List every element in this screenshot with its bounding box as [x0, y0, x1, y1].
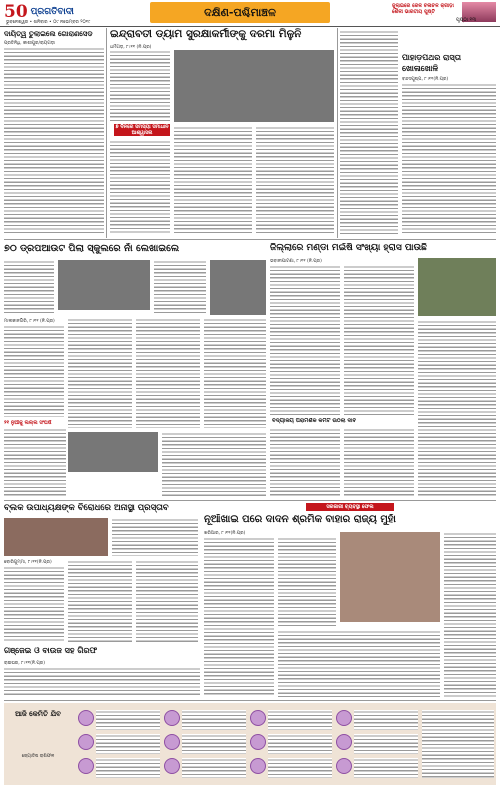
page-number: ପୃଷ୍ଠା ୧୩	[456, 17, 477, 23]
top-right-body	[402, 83, 496, 235]
lead-body-2	[110, 140, 170, 235]
mid-right-dateline: ଭବାନୀପାଟଣା, ୮।୧୧ (ନି.ପ୍ର)	[270, 259, 322, 264]
horoscope-subtitle: ଜ୍ୟୋତିଷ ରାଶିଫଳ	[21, 754, 55, 759]
zodiac-text-7	[268, 710, 332, 730]
section-divider	[4, 239, 496, 240]
zodiac-text-9	[268, 758, 332, 778]
flood-body-2	[344, 428, 414, 496]
flood-body-1	[270, 428, 340, 496]
zodiac-text-8	[268, 734, 332, 754]
small-box-body	[4, 428, 66, 496]
lead-body-1	[110, 50, 170, 122]
zodiac-text-10	[354, 710, 418, 730]
section-title: ଦକ୍ଷିଣ-ପଶ୍ଚିମାଞ୍ଚଳ	[150, 2, 330, 23]
zodiac-sign-7-icon	[250, 710, 266, 726]
top-left-body	[4, 47, 104, 235]
zodiac-text-11	[354, 734, 418, 754]
migrant-bus-photo	[340, 532, 440, 622]
wide-headline: ୭୦ ଡ୍ରପଆଉଟ ପିଲା ସ୍କୁଲରେ ନାଁ ଲେଖାଇଲେ	[4, 243, 180, 254]
zodiac-sign-2-icon	[78, 734, 94, 750]
bottom-left-body-3	[68, 560, 132, 642]
wide-body-6	[204, 318, 266, 428]
wide-photo-2	[210, 260, 266, 315]
column-divider	[106, 28, 107, 238]
migrant-strap: ସରକାରୀ ବ୍ୟବସ୍ଥା ଫେଲ	[306, 503, 394, 511]
zodiac-sign-10-icon	[336, 710, 352, 726]
wide-dateline: ମାଲକାନଗିରି, ୮।୧୧ (ନି.ପ୍ର)	[4, 319, 55, 324]
migrant-body-4	[278, 630, 440, 697]
lead-headline: ଇନ୍ଦ୍ରାବତୀ ଡ୍ୟାମ ସୁରକ୍ଷାକର୍ମୀଙ୍କୁ ଦରମା ମିଳୁନି	[110, 28, 302, 40]
mid-right-body-1	[270, 265, 340, 415]
column-divider	[337, 28, 338, 238]
header-dateline: ଭୁବନେଶ୍ୱର • ଶନିବାର • ୦୯ ନଭେମ୍ବର ୨୦୧୯	[6, 20, 91, 25]
zodiac-sign-9-icon	[250, 758, 266, 774]
wide-body-5	[136, 318, 200, 428]
top-right-headline: ପାହାଡ଼ପଥର ରାସ୍ତା ଖୋଳାଖୋଳି	[402, 53, 461, 73]
top-right-dateline: ବନ୍ଦସପୁଷ୍ପ, ୮।୧୧(ନି.ପ୍ର)	[402, 77, 449, 82]
migrant-body-1	[204, 537, 274, 697]
zodiac-text-3	[96, 758, 160, 778]
zodiac-sign-12-icon	[336, 758, 352, 774]
bottom-small-headline: ଗଞ୍ଜେଇ ଓ ବାଉଜ ସହ ଗିରଫ	[4, 646, 98, 655]
wide-body-2	[154, 260, 206, 315]
lead-body-3	[174, 126, 252, 235]
wide-body-1	[4, 260, 54, 315]
flood-box-headline: ବିଦ୍ୟାଳୟ ପରାମର୍ଶକ କମିଟି ଉଠିଲା ଦାବି	[272, 418, 357, 424]
section-divider	[4, 700, 496, 701]
lead-dateline: ଧର୍ମଗଡ଼, ୮।୧୧ (ନି.ପ୍ର)	[110, 45, 152, 50]
bottom-left-body-4	[136, 560, 198, 642]
mid-right-body-2	[344, 265, 414, 415]
bottom-small-body	[4, 667, 200, 697]
wide-body-7	[162, 432, 266, 496]
bottom-left-headline: ବ୍ଲକ ଉପାଧ୍ୟକ୍ଷଙ୍କ ବିରୋଧରେ ଅନାସ୍ଥା ପ୍ରସ୍ତାବ	[4, 503, 169, 513]
zodiac-sign-11-icon	[336, 734, 352, 750]
small-photo	[68, 432, 158, 472]
bottom-left-dateline: ବୋରିଗୁମ୍ମା, ୮।୧୧(ନି.ପ୍ର)	[4, 560, 52, 565]
zodiac-sign-6-icon	[164, 758, 180, 774]
migrant-dateline: ଖରିଆର, ୮।୧୧(ନି.ପ୍ର)	[204, 531, 246, 536]
lead-callout: ୭ ଦିନରେ ସମସ୍ୟା ସମାଧାନ ଆଶ୍ୱାସନା	[115, 124, 169, 136]
migrant-headline: ନୂଆଁଖାଇ ପରେ ଦାଦନ ଶ୍ରମିକ ବାହାର ରାଜ୍ୟ ମୁହାଁ	[204, 514, 396, 525]
wide-body-3	[4, 325, 64, 417]
lead-photo	[174, 50, 334, 122]
header-teaser: ଜୁଲାଇରେ ରେଳ ଚଳାଚଳ କ୍ରୀଡ଼ା ଶୈଳୀ ଭାରତୀୟ ପୁଷ୍ଟି	[392, 3, 454, 15]
migrant-body-2	[278, 537, 336, 627]
zodiac-sign-5-icon	[164, 734, 180, 750]
zodiac-sign-8-icon	[250, 734, 266, 750]
zodiac-text-2	[96, 734, 160, 754]
zodiac-text-12	[354, 758, 418, 778]
mid-right-body-3	[418, 320, 496, 496]
logo-number: 50	[4, 2, 28, 22]
section-divider	[4, 500, 496, 501]
bottom-left-body-1	[112, 518, 198, 556]
migrant-body-3	[444, 532, 496, 697]
zodiac-sign-1-icon	[78, 710, 94, 726]
lead-body-4	[256, 126, 334, 235]
zodiac-sign-3-icon	[78, 758, 94, 774]
top-left-headline: ଦାୟିତ୍ୱ ତୁଲାଇଲେ ଗୋରାଣସେଡ	[4, 30, 93, 38]
middle-column-body	[340, 30, 398, 235]
bottom-left-body-2	[4, 566, 64, 642]
buffalo-photo	[418, 258, 496, 316]
bottom-left-photo	[4, 518, 108, 556]
zodiac-text-6	[182, 758, 246, 778]
zodiac-sign-4-icon	[164, 710, 180, 726]
bottom-small-dateline: ରାଇଘର, ୮।୧୧(ନି.ପ୍ର)	[4, 661, 45, 666]
zodiac-text-4	[182, 710, 246, 730]
zodiac-text-5	[182, 734, 246, 754]
zodiac-text-1	[96, 710, 160, 730]
top-left-dateline: ପ୍ରତିନିଧି, କାଶୀପୁର/ରାୟଗଡ଼ା	[4, 41, 56, 46]
horoscope-title: ଆଜି କେମିତି ଯିବ	[15, 710, 61, 718]
horoscope-extra-text	[422, 710, 494, 778]
logo-tagline: ପ୍ରଗତିବାଦୀ	[30, 7, 74, 17]
small-box-headline: ୨୧ ନୁଆଁକୁ ଲଲ୍ଲ ସଂଘର୍ଷ	[4, 420, 52, 426]
mid-right-headline: ଜିଲ୍ଲାରେ ମଣ୍ଡା ମଇଁଷି ସଂଖ୍ୟା ହ୍ରାସ ପାଉଛି	[270, 243, 427, 253]
wide-photo-1	[58, 260, 150, 310]
wide-body-4	[68, 318, 132, 428]
